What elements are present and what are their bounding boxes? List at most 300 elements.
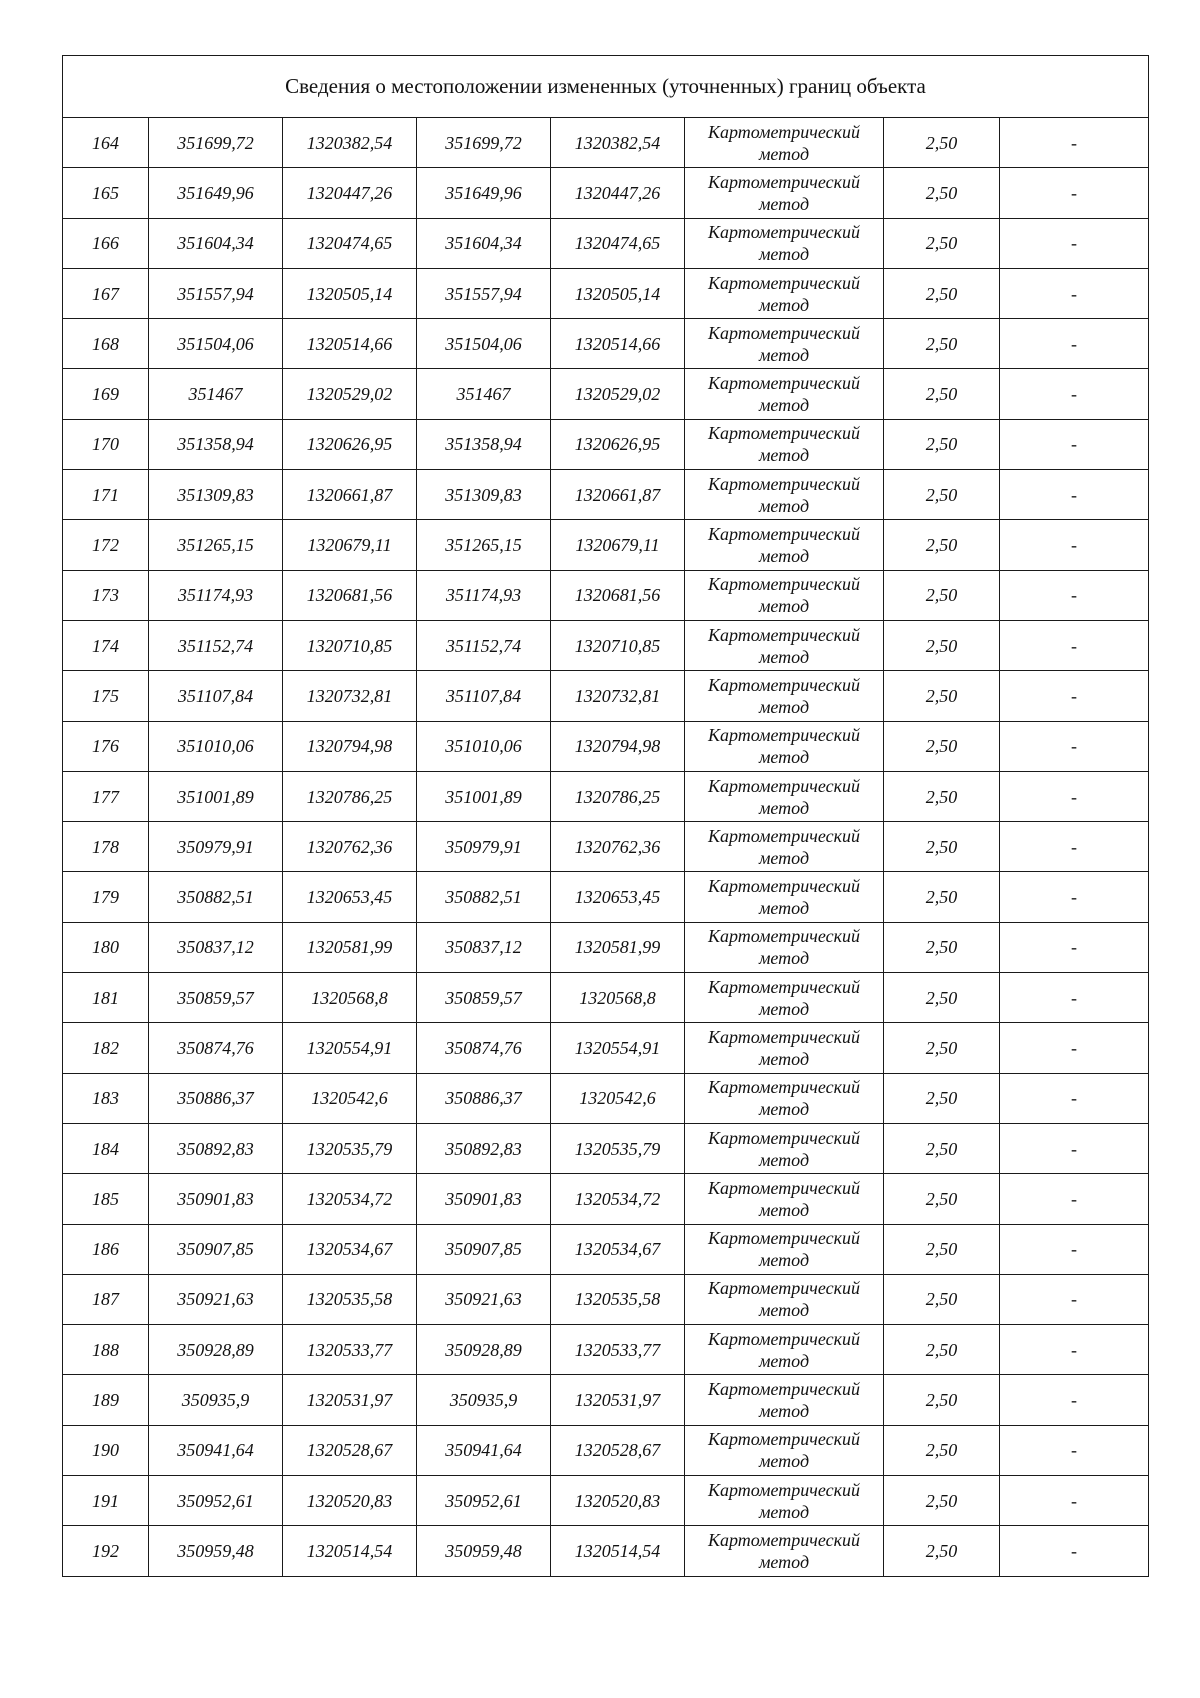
- refined-y-cell: 1320535,79: [551, 1123, 685, 1173]
- table-row: [63, 1425, 1149, 1475]
- method-label-line1: Картометрический: [707, 1328, 860, 1349]
- refined-x-cell: 351557,94: [417, 268, 551, 318]
- existing-y-cell: 1320762,36: [283, 822, 417, 872]
- description-cell: -: [1000, 1224, 1149, 1274]
- description-cell: -: [1000, 268, 1149, 318]
- method-label-line2: метод: [758, 1401, 810, 1422]
- description-cell: -: [1000, 1123, 1149, 1173]
- refined-x-cell: 350837,12: [417, 922, 551, 972]
- method-cell: [685, 520, 884, 570]
- existing-y-cell: 1320653,45: [283, 872, 417, 922]
- table-row: [63, 470, 1149, 520]
- table-row: [63, 671, 1149, 721]
- existing-x-cell: 351152,74: [149, 620, 283, 670]
- method-label-line2: метод: [758, 193, 810, 214]
- point-number-cell: 167: [63, 268, 149, 318]
- refined-y-cell: 1320528,67: [551, 1425, 685, 1475]
- method-cell: [685, 319, 884, 369]
- method-cell: [685, 419, 884, 469]
- table-row: [63, 1375, 1149, 1425]
- refined-y-cell: 1320542,6: [551, 1073, 685, 1123]
- point-number-cell: 168: [63, 319, 149, 369]
- method-label-line1: Картометрический: [707, 272, 860, 293]
- point-number-cell: 186: [63, 1224, 149, 1274]
- table-row: [63, 973, 1149, 1023]
- method-label-line2: метод: [758, 294, 810, 315]
- table-row: [63, 1274, 1149, 1324]
- accuracy-cell: 2,50: [884, 520, 1000, 570]
- point-number-cell: 169: [63, 369, 149, 419]
- existing-x-cell: 351557,94: [149, 268, 283, 318]
- existing-x-cell: 351174,93: [149, 570, 283, 620]
- refined-x-cell: 350907,85: [417, 1224, 551, 1274]
- table-title-row: [63, 56, 1149, 118]
- table-row: [63, 771, 1149, 821]
- description-cell: -: [1000, 218, 1149, 268]
- method-label-line1: Картометрический: [707, 1379, 860, 1400]
- existing-y-cell: 1320626,95: [283, 419, 417, 469]
- refined-x-cell: 350979,91: [417, 822, 551, 872]
- table-row: [63, 570, 1149, 620]
- table-row: [63, 520, 1149, 570]
- method-label-line1: Картометрический: [707, 1077, 860, 1098]
- refined-y-cell: 1320732,81: [551, 671, 685, 721]
- method-cell: [685, 1375, 884, 1425]
- table-row: [63, 1476, 1149, 1526]
- existing-y-cell: 1320533,77: [283, 1325, 417, 1375]
- method-label-line1: Картометрический: [707, 1479, 860, 1500]
- accuracy-cell: 2,50: [884, 973, 1000, 1023]
- point-number-cell: 183: [63, 1073, 149, 1123]
- accuracy-cell: 2,50: [884, 1274, 1000, 1324]
- existing-x-cell: 350935,9: [149, 1375, 283, 1425]
- existing-y-cell: 1320581,99: [283, 922, 417, 972]
- description-cell: -: [1000, 872, 1149, 922]
- point-number-cell: 185: [63, 1174, 149, 1224]
- refined-x-cell: 350892,83: [417, 1123, 551, 1173]
- refined-x-cell: 351107,84: [417, 671, 551, 721]
- accuracy-cell: 2,50: [884, 1174, 1000, 1224]
- accuracy-cell: 2,50: [884, 118, 1000, 168]
- point-number-cell: 187: [63, 1274, 149, 1324]
- method-cell: [685, 721, 884, 771]
- accuracy-cell: 2,50: [884, 1023, 1000, 1073]
- refined-x-cell: 350921,63: [417, 1274, 551, 1324]
- table-row: [63, 118, 1149, 168]
- description-cell: -: [1000, 922, 1149, 972]
- point-number-cell: 189: [63, 1375, 149, 1425]
- description-cell: -: [1000, 419, 1149, 469]
- point-number-cell: 178: [63, 822, 149, 872]
- existing-x-cell: 351504,06: [149, 319, 283, 369]
- point-number-cell: 177: [63, 771, 149, 821]
- table-row: [63, 1224, 1149, 1274]
- method-label-line1: Картометрический: [707, 624, 860, 645]
- method-label-line2: метод: [758, 1250, 810, 1271]
- method-label-line2: метод: [758, 596, 810, 617]
- refined-y-cell: 1320514,66: [551, 319, 685, 369]
- refined-y-cell: 1320710,85: [551, 620, 685, 670]
- refined-y-cell: 1320762,36: [551, 822, 685, 872]
- table-row: [63, 1526, 1149, 1576]
- method-label-line2: метод: [758, 1300, 810, 1321]
- method-label-line2: метод: [758, 1048, 810, 1069]
- method-label-line2: метод: [758, 998, 810, 1019]
- table-row: [63, 922, 1149, 972]
- method-cell: [685, 771, 884, 821]
- existing-x-cell: 350892,83: [149, 1123, 283, 1173]
- point-number-cell: 180: [63, 922, 149, 972]
- method-label-line2: метод: [758, 344, 810, 365]
- refined-y-cell: 1320382,54: [551, 118, 685, 168]
- existing-x-cell: 350941,64: [149, 1425, 283, 1475]
- existing-y-cell: 1320447,26: [283, 168, 417, 218]
- method-label-line2: метод: [758, 143, 810, 164]
- refined-y-cell: 1320568,8: [551, 973, 685, 1023]
- method-label-line2: метод: [758, 1099, 810, 1120]
- refined-x-cell: 351152,74: [417, 620, 551, 670]
- existing-y-cell: 1320732,81: [283, 671, 417, 721]
- method-cell: [685, 973, 884, 1023]
- method-label-line2: метод: [758, 546, 810, 567]
- method-label-line2: метод: [758, 898, 810, 919]
- point-number-cell: 191: [63, 1476, 149, 1526]
- existing-x-cell: 350928,89: [149, 1325, 283, 1375]
- refined-y-cell: 1320581,99: [551, 922, 685, 972]
- table-row: [63, 822, 1149, 872]
- existing-x-cell: 350952,61: [149, 1476, 283, 1526]
- point-number-cell: 174: [63, 620, 149, 670]
- existing-x-cell: 351107,84: [149, 671, 283, 721]
- refined-x-cell: 351010,06: [417, 721, 551, 771]
- existing-y-cell: 1320568,8: [283, 973, 417, 1023]
- description-cell: -: [1000, 520, 1149, 570]
- method-label-line1: Картометрический: [707, 1127, 860, 1148]
- accuracy-cell: 2,50: [884, 620, 1000, 670]
- refined-x-cell: 351699,72: [417, 118, 551, 168]
- existing-x-cell: 350886,37: [149, 1073, 283, 1123]
- refined-x-cell: 350935,9: [417, 1375, 551, 1425]
- existing-y-cell: 1320531,97: [283, 1375, 417, 1425]
- method-cell: [685, 872, 884, 922]
- description-cell: -: [1000, 1274, 1149, 1324]
- point-number-cell: 173: [63, 570, 149, 620]
- refined-x-cell: 350874,76: [417, 1023, 551, 1073]
- point-number-cell: 182: [63, 1023, 149, 1073]
- method-cell: [685, 1123, 884, 1173]
- accuracy-cell: 2,50: [884, 319, 1000, 369]
- method-label-line2: метод: [758, 847, 810, 868]
- table-row: [63, 1325, 1149, 1375]
- method-label-line1: Картометрический: [707, 1529, 860, 1550]
- description-cell: -: [1000, 1425, 1149, 1475]
- method-label-line1: Картометрический: [707, 725, 860, 746]
- accuracy-cell: 2,50: [884, 721, 1000, 771]
- point-number-cell: 170: [63, 419, 149, 469]
- table-row: [63, 268, 1149, 318]
- method-label-line1: Картометрический: [707, 171, 860, 192]
- refined-y-cell: 1320474,65: [551, 218, 685, 268]
- accuracy-cell: 2,50: [884, 268, 1000, 318]
- table-row: [63, 319, 1149, 369]
- accuracy-cell: 2,50: [884, 671, 1000, 721]
- method-label-line1: Картометрический: [707, 1429, 860, 1450]
- method-cell: [685, 1325, 884, 1375]
- method-label-line1: Картометрический: [707, 926, 860, 947]
- method-label-line2: метод: [758, 1199, 810, 1220]
- existing-x-cell: 351358,94: [149, 419, 283, 469]
- existing-y-cell: 1320794,98: [283, 721, 417, 771]
- method-label-line1: Картометрический: [707, 574, 860, 595]
- refined-y-cell: 1320447,26: [551, 168, 685, 218]
- refined-x-cell: 351649,96: [417, 168, 551, 218]
- method-label-line2: метод: [758, 747, 810, 768]
- refined-y-cell: 1320531,97: [551, 1375, 685, 1425]
- method-label-line2: метод: [758, 1149, 810, 1170]
- point-number-cell: 164: [63, 118, 149, 168]
- refined-x-cell: 350959,48: [417, 1526, 551, 1576]
- accuracy-cell: 2,50: [884, 1375, 1000, 1425]
- existing-y-cell: 1320554,91: [283, 1023, 417, 1073]
- existing-y-cell: 1320786,25: [283, 771, 417, 821]
- existing-y-cell: 1320535,79: [283, 1123, 417, 1173]
- existing-x-cell: 350874,76: [149, 1023, 283, 1073]
- table-title: Сведения о местоположении измененных (уточненных) границ объекта: [63, 56, 1149, 118]
- method-cell: [685, 1425, 884, 1475]
- description-cell: -: [1000, 1375, 1149, 1425]
- existing-x-cell: 350882,51: [149, 872, 283, 922]
- method-label-line2: метод: [758, 395, 810, 416]
- existing-x-cell: 350837,12: [149, 922, 283, 972]
- method-label-line1: Картометрический: [707, 775, 860, 796]
- method-label-line1: Картометрический: [707, 222, 860, 243]
- description-cell: -: [1000, 721, 1149, 771]
- method-cell: [685, 268, 884, 318]
- existing-y-cell: 1320542,6: [283, 1073, 417, 1123]
- method-label-line2: метод: [758, 948, 810, 969]
- method-label-line1: Картометрический: [707, 825, 860, 846]
- refined-y-cell: 1320534,67: [551, 1224, 685, 1274]
- existing-x-cell: 350921,63: [149, 1274, 283, 1324]
- description-cell: -: [1000, 470, 1149, 520]
- description-cell: -: [1000, 771, 1149, 821]
- existing-y-cell: 1320535,58: [283, 1274, 417, 1324]
- existing-x-cell: 351604,34: [149, 218, 283, 268]
- method-cell: [685, 470, 884, 520]
- accuracy-cell: 2,50: [884, 872, 1000, 922]
- method-cell: [685, 1023, 884, 1073]
- existing-y-cell: 1320529,02: [283, 369, 417, 419]
- table-row: [63, 872, 1149, 922]
- method-cell: [685, 822, 884, 872]
- method-label-line2: метод: [758, 797, 810, 818]
- table-row: [63, 1174, 1149, 1224]
- method-cell: [685, 570, 884, 620]
- method-cell: [685, 369, 884, 419]
- table-row: [63, 1023, 1149, 1073]
- description-cell: -: [1000, 973, 1149, 1023]
- existing-y-cell: 1320505,14: [283, 268, 417, 318]
- refined-y-cell: 1320653,45: [551, 872, 685, 922]
- existing-x-cell: 350959,48: [149, 1526, 283, 1576]
- existing-x-cell: 351649,96: [149, 168, 283, 218]
- table-row: [63, 1123, 1149, 1173]
- existing-y-cell: 1320710,85: [283, 620, 417, 670]
- accuracy-cell: 2,50: [884, 771, 1000, 821]
- method-label-line2: метод: [758, 1501, 810, 1522]
- method-label-line2: метод: [758, 495, 810, 516]
- method-cell: [685, 1476, 884, 1526]
- method-label-line1: Картометрический: [707, 473, 860, 494]
- existing-y-cell: 1320661,87: [283, 470, 417, 520]
- refined-y-cell: 1320535,58: [551, 1274, 685, 1324]
- existing-x-cell: 351699,72: [149, 118, 283, 168]
- point-number-cell: 171: [63, 470, 149, 520]
- refined-x-cell: 350928,89: [417, 1325, 551, 1375]
- method-label-line2: метод: [758, 1451, 810, 1472]
- refined-x-cell: 351504,06: [417, 319, 551, 369]
- description-cell: -: [1000, 369, 1149, 419]
- description-cell: -: [1000, 319, 1149, 369]
- refined-x-cell: 350882,51: [417, 872, 551, 922]
- existing-y-cell: 1320514,66: [283, 319, 417, 369]
- refined-y-cell: 1320626,95: [551, 419, 685, 469]
- method-cell: [685, 1174, 884, 1224]
- existing-y-cell: 1320382,54: [283, 118, 417, 168]
- refined-y-cell: 1320533,77: [551, 1325, 685, 1375]
- existing-y-cell: 1320534,72: [283, 1174, 417, 1224]
- table-row: [63, 721, 1149, 771]
- refined-y-cell: 1320520,83: [551, 1476, 685, 1526]
- existing-y-cell: 1320679,11: [283, 520, 417, 570]
- point-number-cell: 192: [63, 1526, 149, 1576]
- accuracy-cell: 2,50: [884, 822, 1000, 872]
- refined-x-cell: 351604,34: [417, 218, 551, 268]
- point-number-cell: 181: [63, 973, 149, 1023]
- method-label-line1: Картометрический: [707, 121, 860, 142]
- method-label-line1: Картометрический: [707, 322, 860, 343]
- accuracy-cell: 2,50: [884, 1325, 1000, 1375]
- method-cell: [685, 1274, 884, 1324]
- method-label-line1: Картометрический: [707, 876, 860, 897]
- accuracy-cell: 2,50: [884, 922, 1000, 972]
- accuracy-cell: 2,50: [884, 1526, 1000, 1576]
- existing-x-cell: 351001,89: [149, 771, 283, 821]
- accuracy-cell: 2,50: [884, 168, 1000, 218]
- accuracy-cell: 2,50: [884, 1425, 1000, 1475]
- method-cell: [685, 671, 884, 721]
- method-cell: [685, 1224, 884, 1274]
- method-label-line2: метод: [758, 244, 810, 265]
- accuracy-cell: 2,50: [884, 470, 1000, 520]
- point-number-cell: 184: [63, 1123, 149, 1173]
- refined-x-cell: 351001,89: [417, 771, 551, 821]
- refined-x-cell: 351467: [417, 369, 551, 419]
- point-number-cell: 172: [63, 520, 149, 570]
- description-cell: -: [1000, 1073, 1149, 1123]
- existing-x-cell: 350901,83: [149, 1174, 283, 1224]
- refined-x-cell: 351174,93: [417, 570, 551, 620]
- accuracy-cell: 2,50: [884, 1476, 1000, 1526]
- accuracy-cell: 2,50: [884, 1073, 1000, 1123]
- point-number-cell: 179: [63, 872, 149, 922]
- method-cell: [685, 1073, 884, 1123]
- method-label-line1: Картометрический: [707, 1228, 860, 1249]
- method-label-line1: Картометрический: [707, 976, 860, 997]
- description-cell: -: [1000, 822, 1149, 872]
- table-row: [63, 369, 1149, 419]
- existing-y-cell: 1320528,67: [283, 1425, 417, 1475]
- refined-x-cell: 351309,83: [417, 470, 551, 520]
- description-cell: -: [1000, 118, 1149, 168]
- method-label-line2: метод: [758, 1350, 810, 1371]
- accuracy-cell: 2,50: [884, 369, 1000, 419]
- existing-y-cell: 1320474,65: [283, 218, 417, 268]
- point-number-cell: 165: [63, 168, 149, 218]
- method-label-line1: Картометрический: [707, 1278, 860, 1299]
- document-page: [62, 55, 1148, 1577]
- existing-x-cell: 350907,85: [149, 1224, 283, 1274]
- description-cell: -: [1000, 1325, 1149, 1375]
- refined-x-cell: 350859,57: [417, 973, 551, 1023]
- refined-y-cell: 1320679,11: [551, 520, 685, 570]
- point-number-cell: 175: [63, 671, 149, 721]
- existing-x-cell: 351010,06: [149, 721, 283, 771]
- boundary-coordinates-table: [62, 55, 1149, 1577]
- refined-y-cell: 1320661,87: [551, 470, 685, 520]
- description-cell: -: [1000, 570, 1149, 620]
- description-cell: -: [1000, 1526, 1149, 1576]
- table-row: [63, 1073, 1149, 1123]
- existing-y-cell: 1320520,83: [283, 1476, 417, 1526]
- description-cell: -: [1000, 671, 1149, 721]
- accuracy-cell: 2,50: [884, 570, 1000, 620]
- accuracy-cell: 2,50: [884, 218, 1000, 268]
- method-label-line2: метод: [758, 646, 810, 667]
- method-label-line1: Картометрический: [707, 373, 860, 394]
- method-cell: [685, 1526, 884, 1576]
- existing-y-cell: 1320514,54: [283, 1526, 417, 1576]
- description-cell: -: [1000, 168, 1149, 218]
- existing-x-cell: 350979,91: [149, 822, 283, 872]
- existing-x-cell: 351309,83: [149, 470, 283, 520]
- method-cell: [685, 118, 884, 168]
- table-row: [63, 620, 1149, 670]
- method-label-line1: Картометрический: [707, 423, 860, 444]
- existing-x-cell: 350859,57: [149, 973, 283, 1023]
- description-cell: -: [1000, 1023, 1149, 1073]
- existing-y-cell: 1320534,67: [283, 1224, 417, 1274]
- method-label-line1: Картометрический: [707, 524, 860, 545]
- accuracy-cell: 2,50: [884, 1123, 1000, 1173]
- refined-x-cell: 350952,61: [417, 1476, 551, 1526]
- refined-y-cell: 1320794,98: [551, 721, 685, 771]
- refined-x-cell: 350941,64: [417, 1425, 551, 1475]
- method-cell: [685, 218, 884, 268]
- method-label-line1: Картометрический: [707, 674, 860, 695]
- refined-y-cell: 1320534,72: [551, 1174, 685, 1224]
- refined-x-cell: 350886,37: [417, 1073, 551, 1123]
- description-cell: -: [1000, 1476, 1149, 1526]
- point-number-cell: 190: [63, 1425, 149, 1475]
- accuracy-cell: 2,50: [884, 419, 1000, 469]
- existing-x-cell: 351265,15: [149, 520, 283, 570]
- refined-y-cell: 1320505,14: [551, 268, 685, 318]
- refined-y-cell: 1320529,02: [551, 369, 685, 419]
- method-label-line2: метод: [758, 696, 810, 717]
- existing-y-cell: 1320681,56: [283, 570, 417, 620]
- method-label-line1: Картометрический: [707, 1026, 860, 1047]
